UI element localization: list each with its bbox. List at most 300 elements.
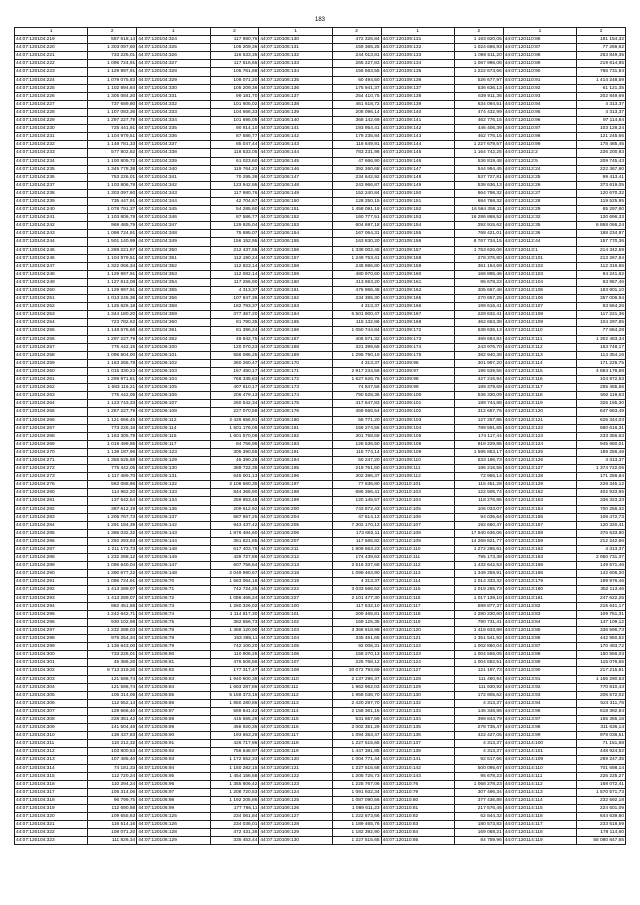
cadastral-value-cell: 99 413,41 xyxy=(577,173,626,181)
cadastral-value-cell: 469 694,84 xyxy=(454,335,503,343)
cadastral-number-cell: 44:07:120106:198 xyxy=(259,489,332,497)
table-row xyxy=(15,805,626,813)
table-row xyxy=(15,715,626,723)
cadastral-value-cell: 103 128,24 xyxy=(577,125,626,133)
cadastral-value-cell: 202 849,69 xyxy=(577,92,626,100)
cadastral-number-cell: 44:07:120104:219 xyxy=(15,36,88,44)
cadastral-number-cell: 44:07:120110:92 xyxy=(503,84,576,92)
cadastral-value-cell: 1 501 176,05 xyxy=(210,424,259,432)
cadastral-number-cell: 44:07:120104:280 xyxy=(15,489,88,497)
cadastral-value-cell: 92 006,31 xyxy=(332,643,381,651)
table-row xyxy=(15,497,626,505)
cadastral-value-cell: 244 013,81 xyxy=(332,52,381,60)
cadastral-value-cell: 524 311,76 xyxy=(577,699,626,707)
cadastral-value-cell: 97 114,84 xyxy=(577,117,626,125)
cadastral-value-cell: 178 114,60 xyxy=(577,829,626,837)
cadastral-value-cell: 312 657,75 xyxy=(454,408,503,416)
table-row xyxy=(15,254,626,262)
cadastral-number-cell: 44:07:120106:128 xyxy=(259,821,332,829)
cadastral-value-cell: 1 004 682,51 xyxy=(454,659,503,667)
table-row xyxy=(15,278,626,286)
cadastral-value-cell: 71 151,68 xyxy=(577,740,626,748)
cadastral-number-cell: 44:07:120104:230 xyxy=(15,125,88,133)
cadastral-value-cell: 1 205 767,73 xyxy=(88,513,137,521)
cadastral-value-cell: 735 447,91 xyxy=(88,197,137,205)
cadastral-value-cell: 1 163 305,79 xyxy=(88,432,137,440)
cadastral-value-cell: 307 496,34 xyxy=(454,788,503,796)
cadastral-value-cell: 112 823,14 xyxy=(210,262,259,270)
cadastral-number-cell: 44:07:120109:105 xyxy=(381,432,454,440)
cadastral-number-cell: 44:07:120110:127 xyxy=(381,667,454,675)
cadastral-value-cell: 789 591,65 xyxy=(454,424,503,432)
cadastral-value-cell: 1 094 353,47 xyxy=(332,732,381,740)
cadastral-number-cell: 44:07:120109:131 xyxy=(381,36,454,44)
cadastral-value-cell: 129 925,04 xyxy=(210,222,259,230)
cadastral-value-cell: 462 776,15 xyxy=(454,117,503,125)
cadastral-value-cell: 415 565,28 xyxy=(210,715,259,723)
cadastral-number-cell: 44:07:120110:121 xyxy=(381,635,454,643)
cadastral-value-cell: 94 241,62 xyxy=(577,270,626,278)
cadastral-number-cell: 44:07:120106:153 xyxy=(259,222,332,230)
cadastral-number-cell: 44:07:120110:106 xyxy=(381,513,454,521)
table-row xyxy=(15,246,626,254)
cadastral-value-cell: 158 270,13 xyxy=(332,651,381,659)
cadastral-number-cell: 44:07:120114:110 xyxy=(503,764,576,772)
cadastral-value-cell: 1 227 515,68 xyxy=(332,764,381,772)
cadastral-value-cell: 536 819,48 xyxy=(454,157,503,165)
cadastral-value-cell: 2 950 731,37 xyxy=(577,554,626,562)
cadastral-number-cell: 44:07:120110:79 xyxy=(381,788,454,796)
cadastral-value-cell: 537 727,81 xyxy=(454,173,503,181)
cadastral-number-cell: 44:07:120113:102 xyxy=(503,262,576,270)
cadastral-number-cell: 44:07:120106:84 xyxy=(137,683,210,691)
page-number: 183 xyxy=(314,17,325,23)
cadastral-value-cell: 1 091 932,34 xyxy=(332,788,381,796)
cadastral-number-cell: 44:07:120112:29 xyxy=(503,206,576,214)
table-row xyxy=(15,586,626,594)
cadastral-value-cell: 107 485,40 xyxy=(88,756,137,764)
cadastral-value-cell: 115 132,86 xyxy=(332,319,381,327)
cadastral-number-cell: 44:07:120104:335 xyxy=(137,125,210,133)
cadastral-number-cell: 44:07:120106:104 xyxy=(137,376,210,384)
cadastral-number-cell: 44:07:120109:172 xyxy=(381,327,454,335)
cadastral-value-cell: 2 049 990,67 xyxy=(210,570,259,578)
cadastral-value-cell: 119 525,95 xyxy=(577,197,626,205)
cadastral-number-cell: 44:07:120106:73 xyxy=(137,602,210,610)
cadastral-number-cell: 44:07:120113:112 xyxy=(503,343,576,351)
cadastral-number-cell: 44:07:120109:160 xyxy=(381,270,454,278)
cadastral-number-cell: 44:07:120106:96 xyxy=(137,780,210,788)
cadastral-number-cell: 44:07:120110:114 xyxy=(381,578,454,586)
cadastral-value-cell: 442 950,52 xyxy=(577,635,626,643)
cadastral-number-cell: 44:07:120106:142 xyxy=(137,521,210,529)
cadastral-value-cell: 49 942,75 xyxy=(210,335,259,343)
cadastral-number-cell: 44:07:120113:104 xyxy=(503,278,576,286)
cadastral-value-cell: 179 235,84 xyxy=(332,133,381,141)
cadastral-value-cell: 186 216,56 xyxy=(454,465,503,473)
cadastral-number-cell: 44:07:120113:96 xyxy=(503,707,576,715)
cadastral-value-cell: 399 843,79 xyxy=(454,715,503,723)
cadastral-number-cell: 44:07:120114:101 xyxy=(503,748,576,756)
cadastral-number-cell: 44:07:120110:129 xyxy=(381,683,454,691)
cadastral-number-cell: 44:07:120104:265 xyxy=(15,408,88,416)
cadastral-value-cell: 1 249 753,41 xyxy=(332,254,381,262)
cadastral-value-cell: 357 006,94 xyxy=(577,295,626,303)
cadastral-number-cell: 44:07:120110:85 xyxy=(381,837,454,845)
cadastral-value-cell: 145 348,86 xyxy=(454,707,503,715)
table-row xyxy=(15,165,626,173)
cadastral-value-cell: 790 628,36 xyxy=(332,392,381,400)
cadastral-number-cell: 44:07:120109:151 xyxy=(381,197,454,205)
cadastral-value-cell: 121 596,74 xyxy=(88,683,137,691)
cadastral-value-cell: 206 572,02 xyxy=(577,691,626,699)
cadastral-number-cell: 44:07:120109:148 xyxy=(381,173,454,181)
cadastral-number-cell: 44:07:120106:129 xyxy=(259,829,332,837)
cadastral-number-cell: 44:07:120110:93 xyxy=(503,92,576,100)
cadastral-number-cell: 44:07:120110:87 xyxy=(503,44,576,52)
cadastral-value-cell: 773 226,16 xyxy=(88,424,137,432)
cadastral-number-cell: 44:07:120104:276 xyxy=(15,481,88,489)
cadastral-number-cell: 44:07:120106:99 xyxy=(137,805,210,813)
cadastral-number-cell: 44:07:120110:101 xyxy=(381,481,454,489)
cadastral-number-cell: 44:07:120104:301 xyxy=(15,659,88,667)
cadastral-number-cell: 44:07:120104:249 xyxy=(15,278,88,286)
cadastral-value-cell: 1 232 288,03 xyxy=(88,626,137,634)
table-row xyxy=(15,521,626,529)
cadastral-value-cell: 1 148 781,33 xyxy=(88,141,137,149)
cadastral-number-cell: 44:07:120106:144 xyxy=(259,149,332,157)
cadastral-number-cell: 44:07:120104:254 xyxy=(15,319,88,327)
cadastral-value-cell: 55 771,20 xyxy=(332,416,381,424)
cadastral-value-cell: 157 480,17 xyxy=(210,367,259,375)
cadastral-number-cell: 44:07:120104:263 xyxy=(15,392,88,400)
cadastral-value-cell: 413 653,20 xyxy=(332,278,381,286)
cadastral-value-cell: 725 441,91 xyxy=(88,125,137,133)
cadastral-value-cell: 1 962 962,03 xyxy=(332,683,381,691)
cadastral-number-cell: 44:07:120104:288 xyxy=(15,554,88,562)
cadastral-value-cell: 247 622,25 xyxy=(577,594,626,602)
table-row xyxy=(15,270,626,278)
cadastral-value-cell: 1 222 673,66 xyxy=(454,68,503,76)
cadastral-value-cell: 120 070,23 xyxy=(210,343,259,351)
cadastral-value-cell: 1 583 116,21 xyxy=(88,384,137,392)
cadastral-value-cell: 110 906,25 xyxy=(210,651,259,659)
cadastral-number-cell: 44:07:120113:157 xyxy=(503,521,576,529)
cadastral-number-cell: 44:07:120109:100 xyxy=(381,392,454,400)
cadastral-value-cell: 227 070,58 xyxy=(210,408,259,416)
table-row xyxy=(15,408,626,416)
cadastral-value-cell: 4 313,37 xyxy=(577,108,626,116)
cadastral-number-cell: 44:07:120113:152 xyxy=(503,489,576,497)
table-row xyxy=(15,683,626,691)
cadastral-number-cell: 44:07:120114:118 xyxy=(503,829,576,837)
cadastral-value-cell: 701 698,14 xyxy=(577,764,626,772)
cadastral-number-cell: 44:07:120106:170 xyxy=(259,359,332,367)
cadastral-value-cell: 196 539,56 xyxy=(454,367,503,375)
cadastral-number-cell: 44:07:120104:290 xyxy=(15,570,88,578)
table-row xyxy=(15,821,626,829)
cadastral-number-cell: 44:07:120106:115 xyxy=(137,432,210,440)
table-row xyxy=(15,416,626,424)
cadastral-number-cell: 44:07:120104:264 xyxy=(15,400,88,408)
cadastral-value-cell: 686 356,41 xyxy=(332,489,381,497)
cadastral-number-cell: 44:07:120104:239 xyxy=(15,197,88,205)
cadastral-number-cell: 44:07:120112:26 xyxy=(503,181,576,189)
table-row xyxy=(15,489,626,497)
cadastral-value-cell: 1 050 744,84 xyxy=(332,327,381,335)
cadastral-number-cell: 44:07:120114:117 xyxy=(503,821,576,829)
table-row xyxy=(15,675,626,683)
cadastral-value-cell: 85 297,80 xyxy=(577,206,626,214)
table-row xyxy=(15,327,626,335)
cadastral-number-cell: 44:07:120109:153 xyxy=(381,214,454,222)
cadastral-value-cell: 142 606,20 xyxy=(577,570,626,578)
cadastral-value-cell: 1 079 075,83 xyxy=(88,76,137,84)
cadastral-number-cell: 44:07:120104:281 xyxy=(15,497,88,505)
cadastral-number-cell: 44:07:120106:123 xyxy=(137,448,210,456)
column-header: 2 xyxy=(577,28,626,36)
cadastral-number-cell: 44:07:120104:311 xyxy=(15,740,88,748)
cadastral-value-cell: 20 072 793,69 xyxy=(332,667,381,675)
cadastral-number-cell: 44:07:120106:144 xyxy=(137,537,210,545)
cadastral-number-cell: 44:07:120106:137 xyxy=(137,513,210,521)
table-row xyxy=(15,829,626,837)
cadastral-value-cell: 1 089 611,23 xyxy=(332,805,381,813)
cadastral-value-cell: 1 289 221,97 xyxy=(88,246,137,254)
cadastral-number-cell: 44:07:120109:109 xyxy=(381,448,454,456)
cadastral-number-cell: 44:07:120113:1 xyxy=(503,246,576,254)
cadastral-number-cell: 44:07:120106:206 xyxy=(259,529,332,537)
cadastral-value-cell: 1 958 036,70 xyxy=(332,691,381,699)
cadastral-number-cell: 44:07:120110:88 xyxy=(503,52,576,60)
cadastral-value-cell: 17 940 636,06 xyxy=(454,529,503,537)
cadastral-value-cell: 4 313,37 xyxy=(454,699,503,707)
cadastral-value-cell: 1 164 742,25 xyxy=(454,149,503,157)
cadastral-number-cell: 44:07:120113:93 xyxy=(503,691,576,699)
cadastral-value-cell: 234 036,01 xyxy=(210,821,259,829)
cadastral-value-cell: 461 618,72 xyxy=(332,100,381,108)
cadastral-value-cell: 1 351 541,92 xyxy=(454,635,503,643)
cadastral-number-cell: 44:07:120113:103 xyxy=(503,270,576,278)
cadastral-value-cell: 108 071,20 xyxy=(210,76,259,84)
cadastral-number-cell: 44:07:120104:359 xyxy=(137,311,210,319)
cadastral-value-cell: 87 586,77 xyxy=(210,214,259,222)
cadastral-value-cell: 147 109,12 xyxy=(577,618,626,626)
cadastral-value-cell: 117 565,82 xyxy=(332,537,381,545)
cadastral-value-cell: 1 015 330,23 xyxy=(88,367,137,375)
cadastral-value-cell: 112 690,88 xyxy=(88,805,137,813)
cadastral-number-cell: 44:07:120104:312 xyxy=(15,748,88,756)
cadastral-value-cell: 1 019 499,95 xyxy=(88,440,137,448)
cadastral-number-cell: 44:07:120110:124 xyxy=(381,659,454,667)
column-header: 2 xyxy=(454,28,503,36)
cadastral-number-cell: 44:07:120106:105 xyxy=(137,384,210,392)
cadastral-value-cell: 376 633,90 xyxy=(577,529,626,537)
cadastral-number-cell: 44:07:120106:162 xyxy=(259,295,332,303)
cadastral-number-cell: 44:07:120110:105 xyxy=(381,505,454,513)
cadastral-value-cell: 8 713 319,26 xyxy=(88,667,137,675)
cadastral-value-cell: 170 493,72 xyxy=(577,643,626,651)
cadastral-value-cell: 167 064,31 xyxy=(332,230,381,238)
cadastral-value-cell: 1 414 248,59 xyxy=(577,76,626,84)
cadastral-value-cell: 1 297 227,79 xyxy=(88,335,137,343)
cadastral-number-cell: 44:07:120106:150 xyxy=(259,197,332,205)
cadastral-number-cell: 44:07:120109:159 xyxy=(381,262,454,270)
cadastral-number-cell: 44:07:120106:86 xyxy=(137,699,210,707)
cadastral-number-cell: 44:07:120113:128 xyxy=(503,473,576,481)
cadastral-value-cell: 212 437,65 xyxy=(210,246,259,254)
cadastral-value-cell: 766 731,84 xyxy=(577,68,626,76)
table-row xyxy=(15,651,626,659)
cadastral-number-cell: 44:07:120109:102 xyxy=(381,408,454,416)
cadastral-value-cell: 1 345 778,38 xyxy=(88,165,137,173)
cadastral-value-cell: 1 501 140,99 xyxy=(88,238,137,246)
cadastral-value-cell: 599 877,37 xyxy=(454,602,503,610)
cadastral-value-cell: 160 777,51 xyxy=(332,214,381,222)
cadastral-value-cell: 382 656,73 xyxy=(210,618,259,626)
table-row xyxy=(15,125,626,133)
cadastral-number-cell: 44:07:120113:123 xyxy=(503,432,576,440)
cadastral-number-cell: 44:07:120110:110 xyxy=(381,546,454,554)
cadastral-value-cell: 117 980,76 xyxy=(210,36,259,44)
cadastral-number-cell: 44:07:120104:340 xyxy=(137,165,210,173)
cadastral-number-cell: 44:07:120104:303 xyxy=(15,675,88,683)
cadastral-value-cell: 199 976,46 xyxy=(577,578,626,586)
cadastral-value-cell: 199 616,41 xyxy=(454,303,503,311)
cadastral-number-cell: 44:07:120110:108 xyxy=(381,529,454,537)
cadastral-value-cell: 104 972,53 xyxy=(577,376,626,384)
cadastral-value-cell: 1 129 997,91 xyxy=(88,270,137,278)
cadastral-number-cell: 44:07:120106:83 xyxy=(137,675,210,683)
cadastral-number-cell: 44:07:120104:224 xyxy=(15,76,88,84)
table-row xyxy=(15,392,626,400)
cadastral-number-cell: 44:07:120113:125 xyxy=(503,448,576,456)
cadastral-number-cell: 44:07:120104:220 xyxy=(15,44,88,52)
cadastral-value-cell: 117 632,10 xyxy=(332,602,381,610)
cadastral-value-cell: 1 114 817,30 xyxy=(210,610,259,618)
cadastral-value-cell: 427 216,94 xyxy=(454,376,503,384)
cadastral-number-cell: 44:07:120104:250 xyxy=(15,287,88,295)
cadastral-number-cell: 44:07:120106:205 xyxy=(259,521,332,529)
cadastral-value-cell: 305 390,55 xyxy=(210,448,259,456)
cadastral-number-cell: 44:07:120106:114 xyxy=(259,707,332,715)
cadastral-value-cell: 1 374 722,05 xyxy=(577,465,626,473)
cadastral-value-cell: 182 793,37 xyxy=(210,303,259,311)
cadastral-number-cell: 44:07:120113:166 xyxy=(503,570,576,578)
cadastral-number-cell: 44:07:120106:134 xyxy=(259,68,332,76)
cadastral-value-cell: 177 766,11 xyxy=(210,805,259,813)
cadastral-number-cell: 44:07:120104:252 xyxy=(15,303,88,311)
cadastral-value-cell: 607 756,64 xyxy=(210,562,259,570)
cadastral-number-cell: 44:07:120104:362 xyxy=(137,335,210,343)
cadastral-number-cell: 44:07:120106:70 xyxy=(137,578,210,586)
table-header-row xyxy=(15,28,626,36)
cadastral-number-cell: 44:07:120112:27 xyxy=(503,189,576,197)
cadastral-value-cell: 1 303 097,60 xyxy=(88,44,137,52)
cadastral-number-cell: 44:07:120110:119 xyxy=(381,618,454,626)
cadastral-number-cell: 44:07:120110:111 xyxy=(381,554,454,562)
cadastral-number-cell: 44:07:120104:328 xyxy=(137,68,210,76)
cadastral-number-cell: 44:07:120114:109 xyxy=(503,756,576,764)
table-row xyxy=(15,173,626,181)
cadastral-number-cell: 44:07:120114:119 xyxy=(503,837,576,845)
table-row xyxy=(15,602,626,610)
cadastral-number-cell: 44:07:120106:71 xyxy=(137,586,210,594)
cadastral-value-cell: 1 102 894,84 xyxy=(88,84,137,92)
cadastral-value-cell: 101 605,02 xyxy=(210,100,259,108)
cadastral-value-cell: 270 657,25 xyxy=(454,295,503,303)
column-header: 2 xyxy=(88,28,137,36)
table-row xyxy=(15,740,626,748)
cadastral-number-cell: 44:07:120110:83 xyxy=(381,821,454,829)
table-row xyxy=(15,367,626,375)
cadastral-value-cell: 1 338 002,45 xyxy=(332,246,381,254)
cadastral-value-cell: 4 313,37 xyxy=(577,100,626,108)
cadastral-value-cell: 1 099 463,90 xyxy=(332,570,381,578)
cadastral-number-cell: 44:07:120104:245 xyxy=(15,246,88,254)
cadastral-value-cell: 92 517,66 xyxy=(454,756,503,764)
table-row xyxy=(15,206,626,214)
cadastral-number-cell: 44:07:120104:292 xyxy=(15,586,88,594)
cadastral-value-cell: 1 004 555,05 xyxy=(454,651,503,659)
cadastral-number-cell: 44:07:120104:348 xyxy=(137,230,210,238)
cadastral-value-cell: 4 313,37 xyxy=(210,287,259,295)
cadastral-number-cell: 44:07:120106:93 xyxy=(137,756,210,764)
cadastral-value-cell: 1 078 791,37 xyxy=(88,206,137,214)
cadastral-number-cell: 44:07:120113:87 xyxy=(503,643,576,651)
cadastral-number-cell: 44:07:120106:122 xyxy=(259,772,332,780)
table-row xyxy=(15,311,626,319)
cadastral-number-cell: 44:07:120109:165 xyxy=(381,295,454,303)
cadastral-number-cell: 44:07:120104:228 xyxy=(15,108,88,116)
cadastral-number-cell: 44:07:120106:152 xyxy=(259,214,332,222)
cadastral-number-cell: 44:07:120106:211 xyxy=(259,546,332,554)
cadastral-number-cell: 44:07:120106:171 xyxy=(259,367,332,375)
cadastral-number-cell: 44:07:120106:138 xyxy=(259,100,332,108)
cadastral-value-cell: 217 215,81 xyxy=(577,667,626,675)
cadastral-number-cell: 44:07:120104:353 xyxy=(137,270,210,278)
cadastral-value-cell: 1 344 180,20 xyxy=(88,311,137,319)
cadastral-number-cell: 44:07:120104:297 xyxy=(15,626,88,634)
cadastral-number-cell: 44:07:120109:158 xyxy=(381,254,454,262)
cadastral-value-cell: 171 256,84 xyxy=(577,473,626,481)
cadastral-value-cell: 157 770,36 xyxy=(577,238,626,246)
cadastral-number-cell: 44:07:120110:130 xyxy=(381,691,454,699)
cadastral-number-cell: 44:07:120104:240 xyxy=(15,206,88,214)
cadastral-value-cell: 226 200,93 xyxy=(577,149,626,157)
cadastral-number-cell: 44:07:120104:307 xyxy=(15,707,88,715)
cadastral-number-cell: 44:07:120113:118 xyxy=(503,392,576,400)
cadastral-value-cell: 733 226,01 xyxy=(88,651,137,659)
cadastral-value-cell: 105 314,06 xyxy=(88,691,137,699)
cadastral-value-cell: 96 799,75 xyxy=(88,796,137,804)
cadastral-value-cell: 373 619,05 xyxy=(577,181,626,189)
cadastral-number-cell: 44:07:120106:161 xyxy=(259,287,332,295)
cadastral-number-cell: 44:07:120104:286 xyxy=(15,537,88,545)
cadastral-value-cell: 217 576,45 xyxy=(454,805,503,813)
cadastral-number-cell: 44:07:120106:132 xyxy=(259,52,332,60)
cadastral-value-cell: 456 920,36 xyxy=(210,724,259,732)
cadastral-value-cell: 115 076,65 xyxy=(577,659,626,667)
cadastral-value-cell: 1 182 392,90 xyxy=(332,829,381,837)
cadastral-value-cell: 90 914,10 xyxy=(210,125,259,133)
table-row xyxy=(15,481,626,489)
cadastral-value-cell: 225 225,27 xyxy=(577,772,626,780)
cadastral-number-cell: 44:07:120109:97 xyxy=(381,367,454,375)
cadastral-value-cell: 930 102,98 xyxy=(88,618,137,626)
cadastral-number-cell: 44:07:120106:78 xyxy=(137,635,210,643)
cadastral-value-cell: 189 256,48 xyxy=(577,448,626,456)
